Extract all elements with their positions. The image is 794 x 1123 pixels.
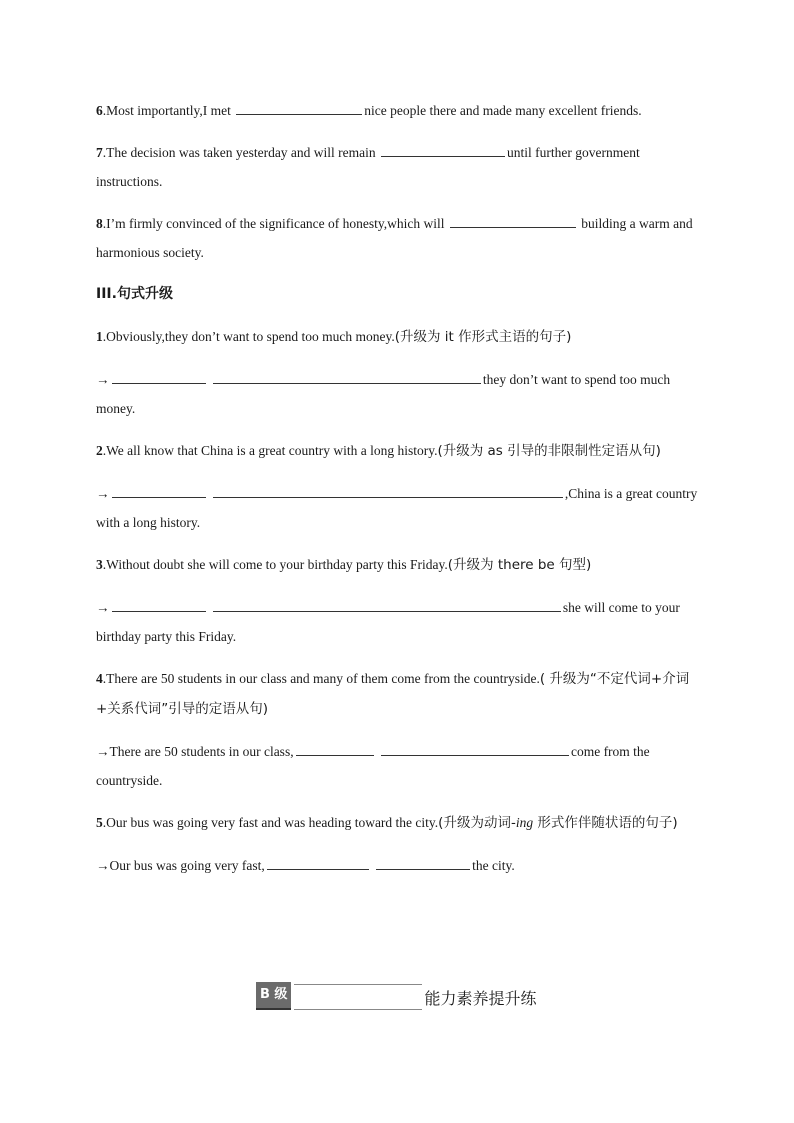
level-badge: B 级 — [256, 982, 291, 1010]
answer-blank[interactable] — [213, 597, 561, 612]
answer-blank[interactable] — [236, 100, 362, 115]
answer-blank[interactable] — [450, 213, 576, 228]
upgrade-item-3: 3.Without doubt she will come to your birthday party this Friday.(升级为 there be 句型) — [96, 557, 592, 573]
upgrade-answer-5: →Our bus was going very fast, the city. — [96, 851, 702, 880]
upgrade-item-2: 2.We all know that China is a great country with a long history.(升级为 as 引导的非限制性定语从句) — [96, 443, 661, 459]
fill-item-6: 6.Most importantly,I met nice people there and made many excellent friends. — [96, 96, 702, 125]
section-title: III.句式升级 — [96, 286, 173, 302]
answer-blank[interactable] — [112, 369, 206, 384]
level-title: 能力素养提升练 — [424, 989, 537, 1008]
upgrade-item-5: 5.Our bus was going very fast and was heading toward the city.(升级为动词-ing 形式作伴随状语的句子) — [96, 815, 678, 831]
level-footer — [256, 982, 536, 1010]
answer-blank[interactable] — [112, 597, 206, 612]
upgrade-answer-1: → they don’t want to spend too much money. — [96, 365, 702, 423]
answer-blank[interactable] — [213, 483, 563, 498]
upgrade-answer-2: → ,China is a great country with a long history. — [96, 479, 702, 537]
upgrade-item-1: 1.Obviously,they don’t want to spend too much money.(升级为 it 作形式主语的句子) — [96, 329, 572, 345]
answer-blank[interactable] — [381, 741, 569, 756]
answer-blank[interactable] — [376, 855, 470, 870]
fill-item-7: 7.The decision was taken yesterday and will remain until further government instructions. — [96, 138, 702, 196]
fill-item-8: 8.I’m firmly convinced of the significance of honesty,which will building a warm and harmonious society. — [96, 209, 702, 267]
upgrade-item-4: 4.There are 50 students in our class and many of them come from the countryside.( 升级为“不定代词+介词+关系代词”引导的定语从句) — [96, 671, 690, 717]
answer-blank[interactable] — [296, 741, 374, 756]
worksheet — [96, 96, 702, 893]
answer-blank[interactable] — [267, 855, 369, 870]
upgrade-answer-4: →There are 50 students in our class, come from the countryside. — [96, 737, 702, 795]
answer-blank[interactable] — [213, 369, 481, 384]
badge-underline — [294, 984, 422, 1010]
upgrade-answer-3: → she will come to your birthday party this Friday. — [96, 593, 702, 651]
answer-blank[interactable] — [381, 142, 505, 157]
answer-blank[interactable] — [112, 483, 206, 498]
